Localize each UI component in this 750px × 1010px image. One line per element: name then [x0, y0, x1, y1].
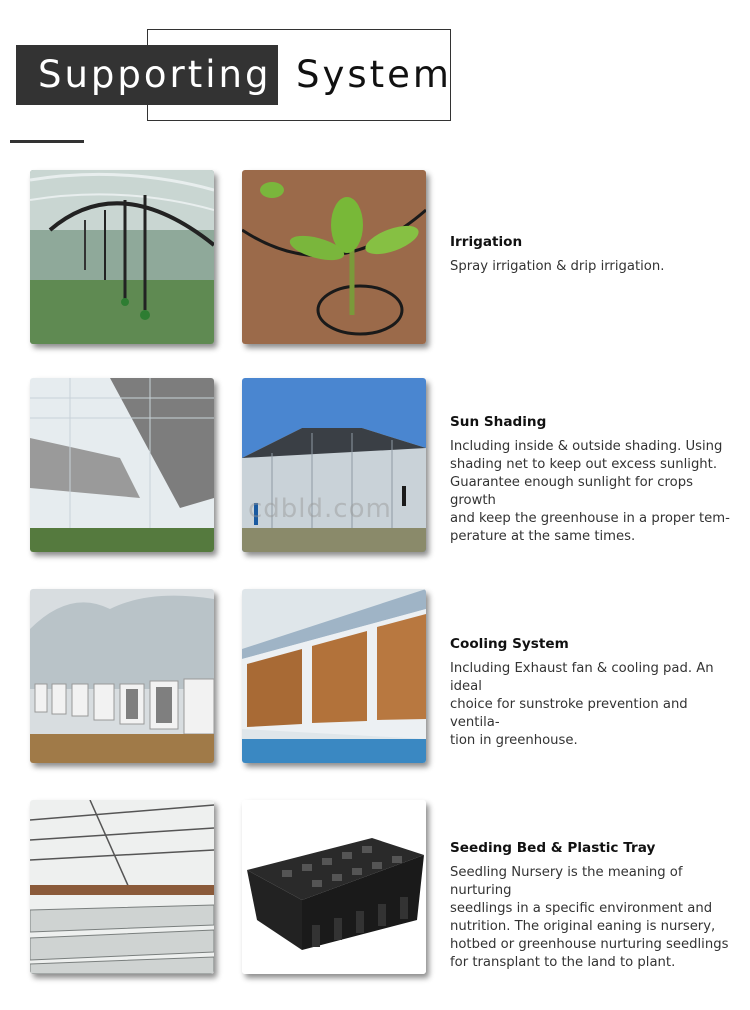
- section-title: Seeding Bed & Plastic Tray: [450, 840, 656, 856]
- seeding-bed-photo: [30, 800, 214, 974]
- irrigation-sprinkler-photo: [30, 170, 214, 344]
- inside-shading-net-photo: [30, 378, 214, 552]
- outside-shading-greenhouse-photo: [242, 378, 426, 552]
- section-description: Spray irrigation & drip irrigation.: [450, 259, 665, 274]
- plastic-seedling-tray-photo: [242, 800, 426, 974]
- irrigation-text: [450, 233, 740, 276]
- header-title-light: System: [296, 53, 452, 96]
- section-title: Irrigation: [450, 234, 523, 250]
- seeding-bed-text: [450, 839, 740, 972]
- section-description: Seedling Nursery is the meaning of nurturing seedlings in a specific environment and nutrition. The original eaning is nursery, hotbed or greenhouse nurturing seedlings for transplant to the land to plant.: [450, 865, 729, 970]
- cooling-pad-photo: [242, 589, 426, 763]
- section-title: Cooling System: [450, 636, 569, 652]
- banana-seedling-drip-photo: [242, 170, 426, 344]
- cooling-system-text: [450, 635, 740, 750]
- sun-shading-text: [450, 413, 740, 546]
- section-description: Including Exhaust fan & cooling pad. An ideal choice for sunstroke prevention and ventila- tion in greenhouse.: [450, 661, 714, 748]
- accent-divider: [10, 140, 84, 143]
- section-description: Including inside & outside shading. Using shading net to keep out excess sunlight. Guarantee enough sunlight for crops growth and keep the greenhouse in a proper tem- perature at the same times.: [450, 439, 730, 544]
- header-title-dark: Supporting: [16, 45, 278, 105]
- section-title: Sun Shading: [450, 414, 547, 430]
- exhaust-fan-wall-photo: [30, 589, 214, 763]
- watermark: cdbld.com: [248, 494, 392, 524]
